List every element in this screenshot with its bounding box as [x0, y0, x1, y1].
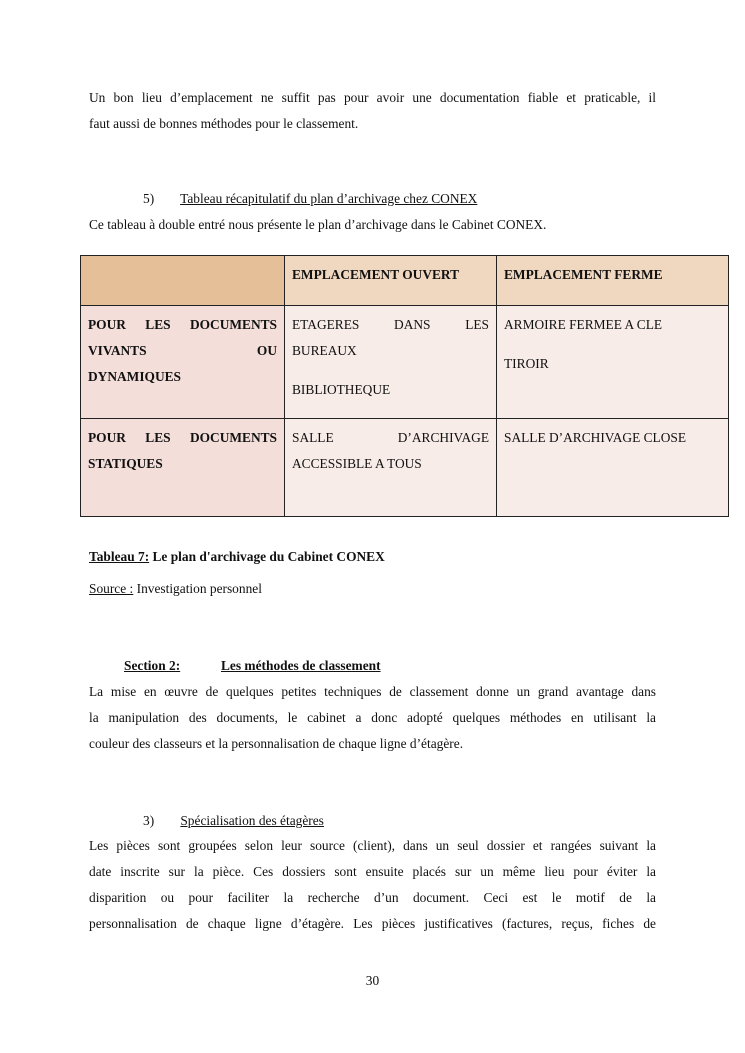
- spec-line-1: Les pièces sont groupées selon leur source (client), dans un seul dossier et rangées suivant la: [89, 838, 656, 853]
- subheading-5-title: Tableau récapitulatif du plan d’archivage chez CONEX: [180, 191, 478, 206]
- intro-paragraph: [89, 85, 656, 137]
- header-closed-location: EMPLACEMENT FERME: [497, 256, 729, 306]
- section2-paragraph: [89, 679, 656, 757]
- section-heading: [124, 658, 381, 674]
- table-header-row: [81, 256, 729, 306]
- row-label-static-docs: [81, 419, 285, 517]
- cell-line: ACCESSIBLE A TOUS: [292, 456, 422, 471]
- row-label-line: VIVANTS OU: [88, 343, 277, 358]
- cell-living-open: [285, 306, 497, 419]
- row-label-line: DYNAMIQUES: [88, 369, 181, 384]
- caption-label: Tableau 7:: [89, 549, 150, 564]
- source-text: Investigation personnel: [133, 581, 262, 596]
- table-corner-cell: [81, 256, 285, 306]
- cell-living-closed: [497, 306, 729, 419]
- spec-line-2: date inscrite sur la pièce. Ces dossiers sont ensuite placés sur un même lieu pour éviter la: [89, 864, 656, 879]
- table-caption: [89, 549, 385, 565]
- table-intro: Ce tableau à double entré nous présente le plan d’archivage dans le Cabinet CONEX.: [89, 217, 547, 232]
- section-label: Section 2:: [124, 658, 181, 673]
- cell-static-closed: [497, 419, 729, 517]
- subheading-5: [143, 191, 477, 207]
- cell-line: BIBLIOTHEQUE: [292, 382, 391, 397]
- page-number: 30: [365, 973, 380, 988]
- table-row: [81, 419, 729, 517]
- caption-text: Le plan d'archivage du Cabinet CONEX: [149, 549, 385, 564]
- row-label-line: POUR LES DOCUMENTS: [88, 430, 277, 445]
- cell-line: BUREAUX: [292, 343, 357, 358]
- table-source: [89, 581, 262, 597]
- section2-line-3: couleur des classeurs et la personnalisation de chaque ligne d’étagère.: [89, 736, 464, 751]
- archive-plan-table: [80, 255, 729, 517]
- intro-line-2: faut aussi de bonnes méthodes pour le classement.: [89, 116, 359, 131]
- subheading-3-number: 3): [143, 813, 155, 828]
- row-label-line: STATIQUES: [88, 456, 163, 471]
- cell-line: SALLE D’ARCHIVAGE CLOSE: [504, 430, 687, 445]
- row-label-living-docs: [81, 306, 285, 419]
- cell-line: ETAGERES DANS LES: [292, 317, 489, 332]
- section2-line-1: La mise en œuvre de quelques petites techniques de classement donne un grand avantage dans: [89, 684, 656, 699]
- table-row: [81, 306, 729, 419]
- cell-line: ARMOIRE FERMEE A CLE: [504, 317, 663, 332]
- subheading-3: [143, 813, 324, 829]
- subheading-3-title: Spécialisation des étagères: [180, 813, 324, 828]
- spec-line-3: disparition ou pour faciliter la recherche d’un document. Ceci est le motif de la: [89, 890, 656, 905]
- section2-line-2: la manipulation des documents, le cabinet a donc adopté quelques méthodes en utilisant la: [89, 710, 656, 725]
- section-title: Les méthodes de classement: [221, 658, 381, 673]
- intro-line-1: Un bon lieu d’emplacement ne suffit pas pour avoir une documentation fiable et praticable, il: [89, 90, 656, 105]
- cell-line: SALLE D’ARCHIVAGE: [292, 430, 489, 445]
- source-label: Source :: [89, 581, 134, 596]
- row-label-line: POUR LES DOCUMENTS: [88, 317, 277, 332]
- header-open-location: EMPLACEMENT OUVERT: [285, 256, 497, 306]
- cell-static-open: [285, 419, 497, 517]
- spec-line-4: personnalisation de chaque ligne d’étagère. Les pièces justificatives (factures, reçus, fiches de: [89, 916, 656, 931]
- specialisation-paragraph: [89, 833, 656, 937]
- cell-line: TIROIR: [504, 356, 549, 371]
- subheading-5-number: 5): [143, 191, 155, 206]
